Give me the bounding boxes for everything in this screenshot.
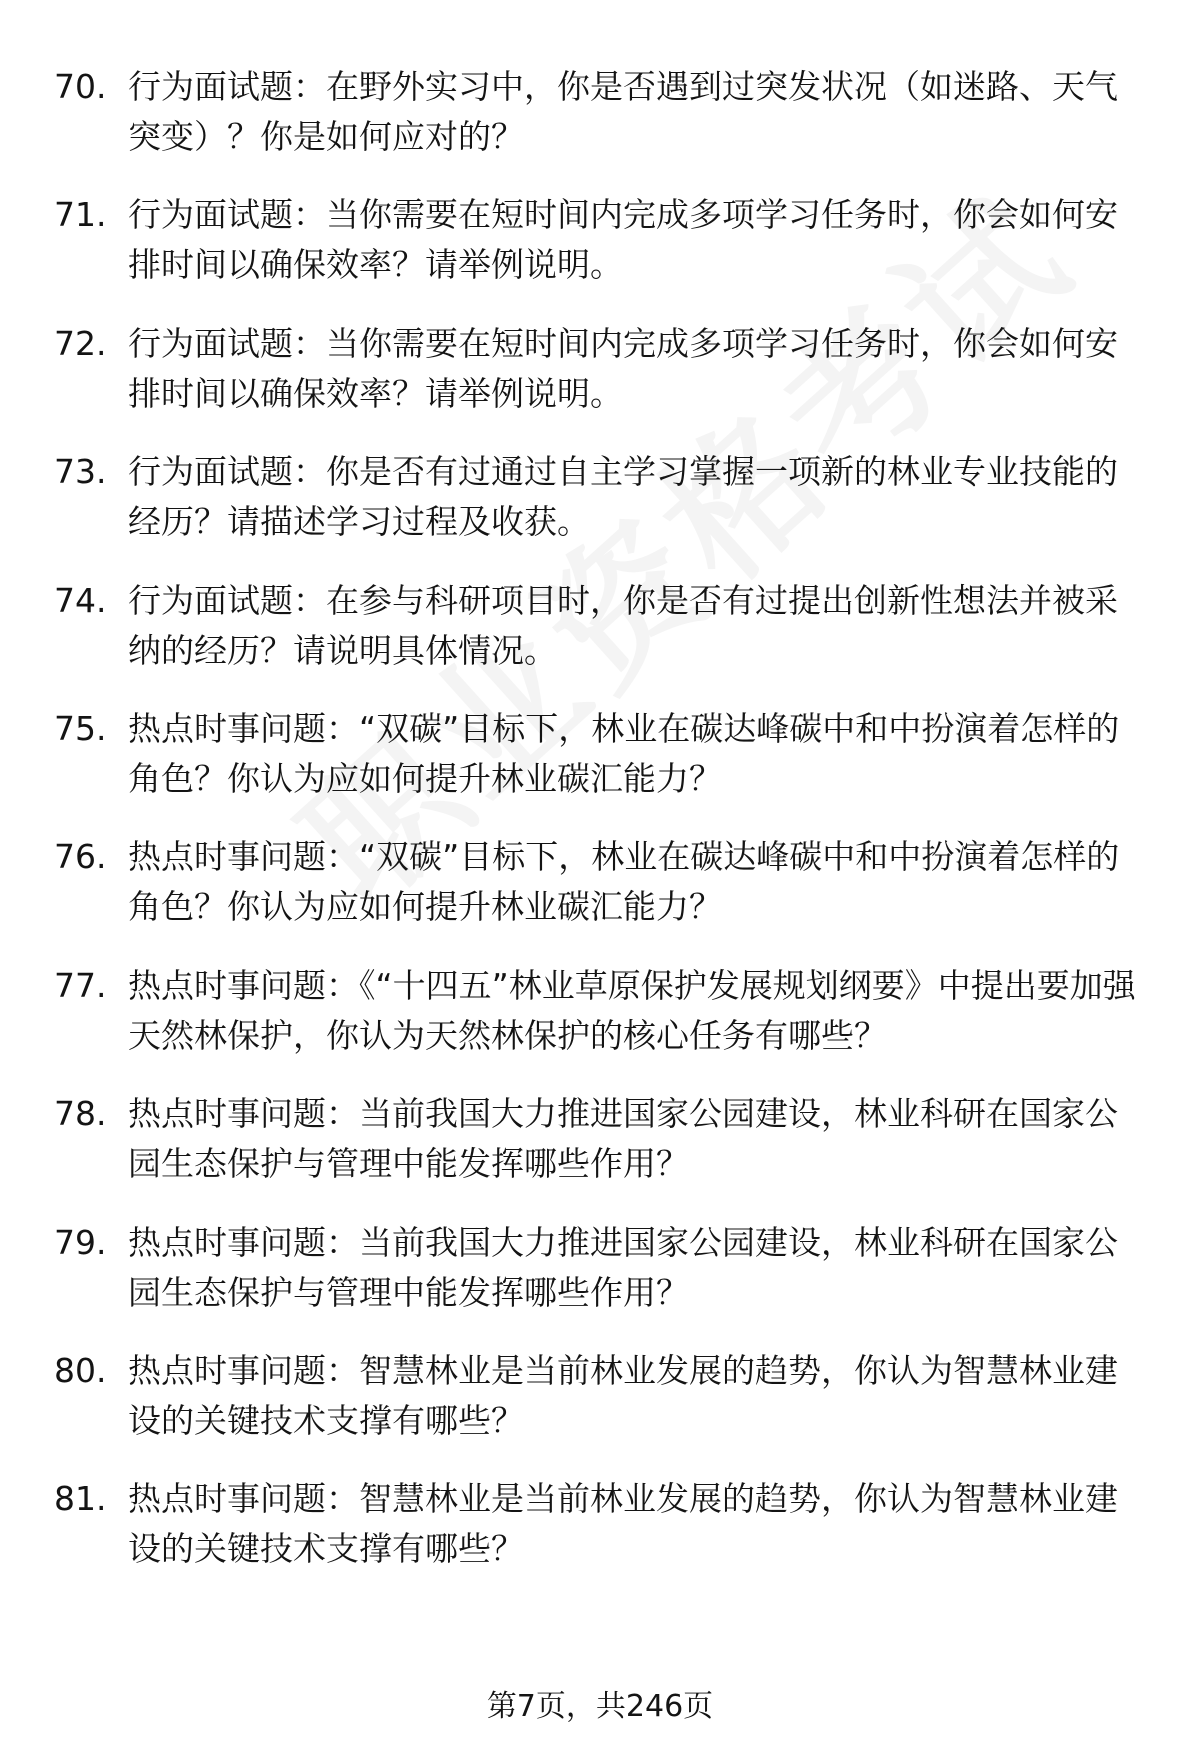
question-text: 热点时事问题：《“十四五”林业草原保护发展规划纲要》中提出要加强天然林保护，你认为天然林保护的核心任务有哪些？ (128, 965, 1136, 1055)
question-number: 78. (54, 1094, 107, 1134)
question-text: 热点时事问题：当前我国大力推进国家公园建设，林业科研在国家公园生态保护与管理中能发挥哪些作用？ (128, 1222, 1118, 1312)
question-number: 75. (54, 708, 107, 748)
question-item (0, 1089, 1200, 1217)
question-number: 77. (54, 965, 107, 1005)
question-text: 行为面试题：当你需要在短时间内完成多项学习任务时，你会如何安排时间以确保效率？请举例说明。 (128, 195, 1118, 285)
question-number: 79. (54, 1222, 107, 1262)
question-text: 热点时事问题：智慧林业是当前林业发展的趋势，你认为智慧林业建设的关键技术支撑有哪些？ (128, 1479, 1118, 1569)
question-number: 81. (54, 1479, 107, 1519)
page-footer (0, 1687, 1200, 1727)
question-list (0, 62, 1200, 1603)
question-text: 行为面试题：在参与科研项目时，你是否有过提出创新性想法并被采纳的经历？请说明具体情况。 (128, 580, 1118, 670)
question-text: 热点时事问题：“双碳”目标下，林业在碳达峰碳中和中扮演着怎样的角色？你认为应如何提升林业碳汇能力？ (128, 837, 1120, 927)
question-item (0, 576, 1200, 704)
question-item (0, 1346, 1200, 1474)
question-item (0, 1218, 1200, 1346)
page-number-label: 第7页，共246页 (486, 1689, 714, 1724)
question-item (0, 832, 1200, 960)
question-text: 行为面试题：在野外实习中，你是否遇到过突发状况（如迷路、天气突变）？你是如何应对的？ (128, 67, 1118, 156)
question-number: 72. (54, 323, 107, 363)
question-text: 行为面试题：你是否有过通过自主学习掌握一项新的林业专业技能的经历？请描述学习过程及收获。 (128, 452, 1118, 542)
question-item (0, 1474, 1200, 1602)
question-item (0, 961, 1200, 1089)
question-number: 74. (54, 580, 107, 620)
question-text: 行为面试题：当你需要在短时间内完成多项学习任务时，你会如何安排时间以确保效率？请举例说明。 (128, 323, 1118, 413)
question-text: 热点时事问题：“双碳”目标下，林业在碳达峰碳中和中扮演着怎样的角色？你认为应如何提升林业碳汇能力？ (128, 708, 1120, 798)
question-number: 70. (54, 67, 107, 106)
question-text: 热点时事问题：当前我国大力推进国家公园建设，林业科研在国家公园生态保护与管理中能发挥哪些作用？ (128, 1094, 1118, 1184)
question-item (0, 319, 1200, 447)
question-number: 80. (54, 1350, 107, 1390)
question-text: 热点时事问题：智慧林业是当前林业发展的趋势，你认为智慧林业建设的关键技术支撑有哪些？ (128, 1350, 1118, 1440)
question-item (0, 447, 1200, 575)
question-item (0, 62, 1200, 190)
question-item (0, 704, 1200, 832)
question-number: 71. (54, 195, 107, 235)
question-number: 76. (54, 837, 107, 877)
question-number: 73. (54, 452, 107, 492)
question-item (0, 190, 1200, 318)
